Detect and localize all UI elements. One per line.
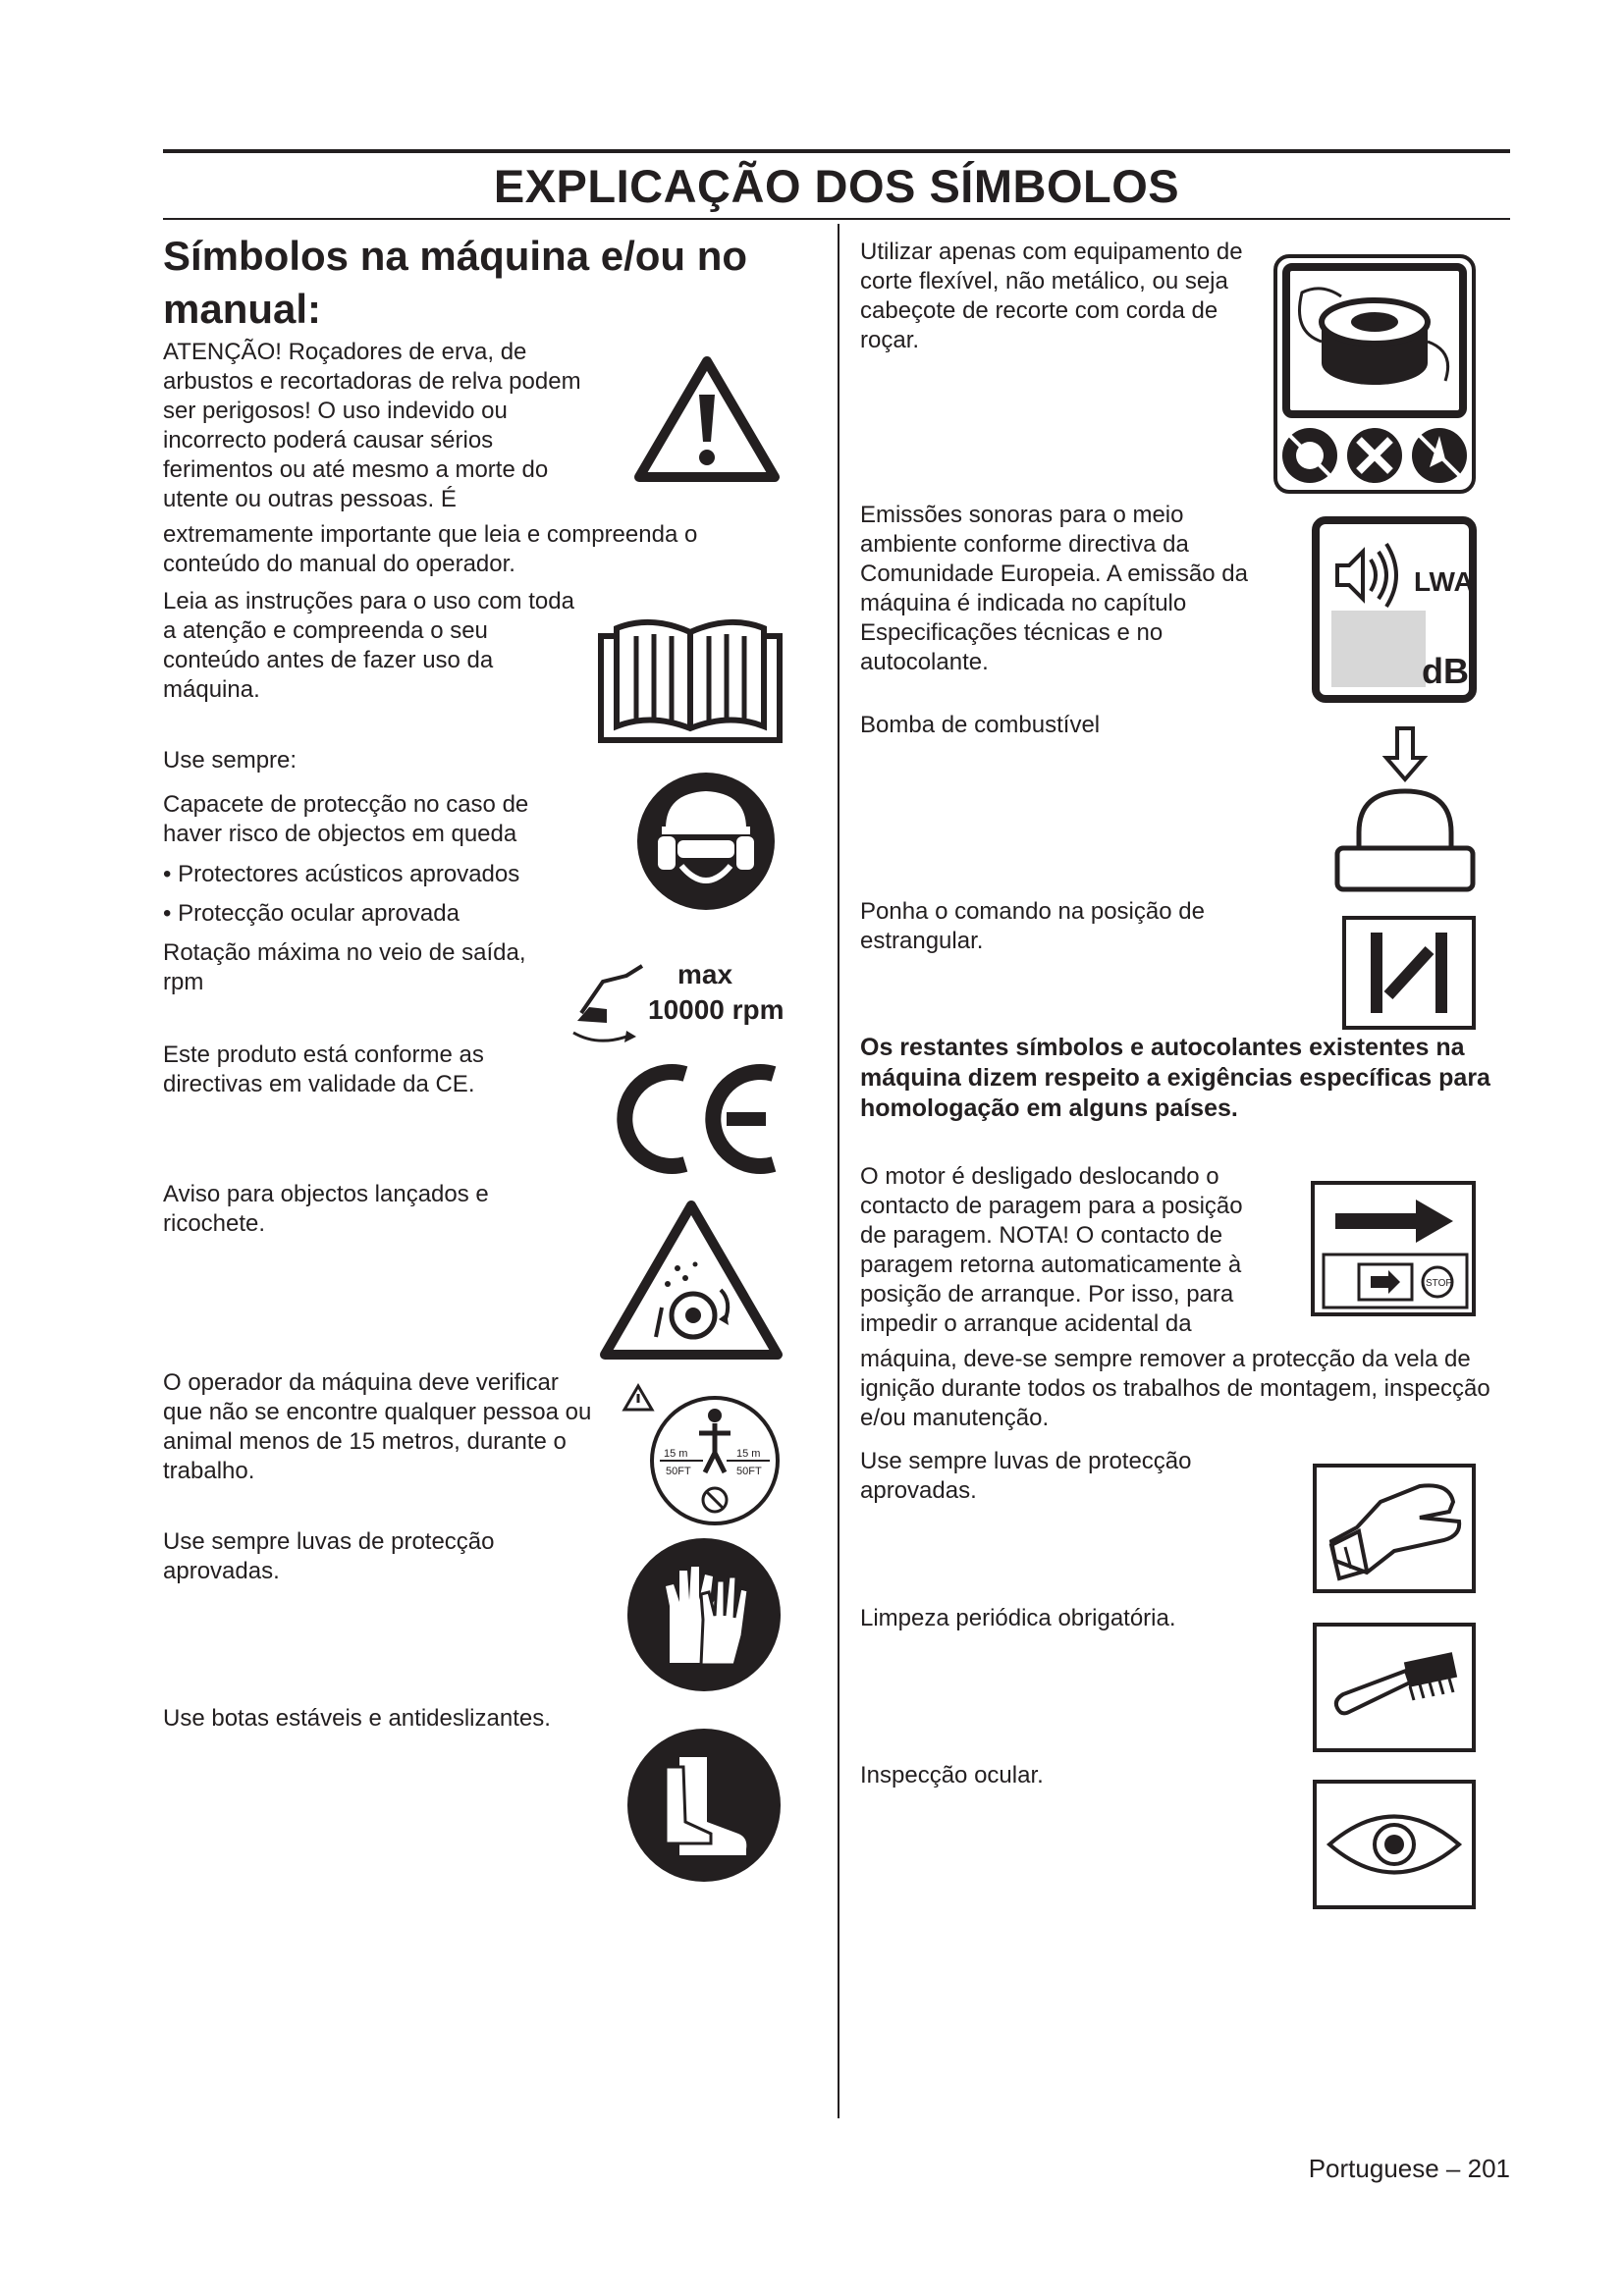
page-title: EXPLICAÇÃO DOS SÍMBOLOS — [493, 160, 1180, 212]
eye-inspection-icon — [1312, 1779, 1477, 1910]
boots-text: Use botas estáveis e antideslizantes. — [163, 1705, 551, 1732]
top-rule — [163, 149, 1510, 153]
stop-switch-text: O motor é desligado deslocando o contacto de paragem para a posição de paragem. NOTA! O contacto de paragem retorna automaticamente à posição de arranque. Por isso, para impedir o arranque acidental da — [860, 1163, 1243, 1337]
eye-protection-text: • Protecção ocular aprovada — [163, 900, 460, 927]
noise-emission-text: Emissões sonoras para o meio ambiente conforme directiva da Comunidade Europeia. A emissão da máquina é indicada no capítulo Especificações técnicas e no autocolante. — [860, 502, 1248, 675]
warning-text-cont: extremamente importante que leia e compreenda o conteúdo do manual do operador. — [163, 521, 698, 577]
stop-icon-label: STOP — [1426, 1278, 1453, 1289]
warning-triangle-icon — [633, 355, 781, 483]
page-footer: Portuguese – 201 — [1308, 2154, 1510, 2183]
ce-mark-icon — [617, 1060, 784, 1178]
glove-icon — [1312, 1463, 1477, 1594]
manual-text: Leia as instruções para o uso com toda a atenção e compreenda o seu conteúdo antes de fazer uso da máquina. — [163, 588, 574, 703]
other-symbols-text: Os restantes símbolos e autocolantes existentes na máquina dizem respeito a exigências específicas para homologação em alguns países. — [860, 1034, 1490, 1122]
distance-icon-ft-right: 50FT — [736, 1466, 762, 1477]
rpm-icon-max: max — [677, 959, 733, 989]
gloves-text: Use sempre luvas de protecção aprovadas. — [163, 1528, 495, 1584]
safety-distance-text: O operador da máquina deve verificar que não se encontre qualquer pessoa ou animal menos de 15 metros, durante o trabalho. — [163, 1369, 592, 1484]
helmet-ear-eye-protection-icon — [636, 772, 776, 911]
open-book-icon — [597, 607, 784, 744]
title-rule — [163, 218, 1510, 220]
boots-icon — [626, 1728, 782, 1883]
thrown-objects-text: Aviso para objectos lançados e ricochete. — [163, 1181, 489, 1237]
brush-icon — [1312, 1622, 1477, 1753]
safety-distance-icon — [621, 1382, 784, 1529]
choke-text: Ponha o comando na posição de estrangular. — [860, 898, 1205, 954]
distance-icon-ft-left: 50FT — [666, 1466, 691, 1477]
fuel-pump-primer-icon — [1331, 724, 1479, 897]
max-rpm-icon — [568, 952, 785, 1050]
cleaning-text: Limpeza periódica obrigatória. — [860, 1605, 1176, 1631]
trimmer-head-text: Utilizar apenas com equipamento de corte flexível, não metálico, ou seja cabeçote de recorte com corda de roçar. — [860, 239, 1243, 353]
helmet-text: Capacete de protecção no caso de haver risco de objectos em queda — [163, 791, 529, 847]
column-divider — [838, 224, 839, 2118]
distance-icon-m-left: 15 m — [664, 1448, 688, 1460]
stop-switch-icon — [1310, 1180, 1477, 1317]
rpm-text: Rotação máxima no veio de saída, rpm — [163, 939, 526, 995]
warning-text: ATENÇÃO! Roçadores de erva, de arbustos e recortadoras de relva podem ser perigosos! O uso indevido ou incorrecto poderá causar sérios ferimentos ou até mesmo a morte do utente ou outras pessoas. É — [163, 339, 581, 512]
trimmer-head-icon — [1272, 253, 1477, 495]
fuel-pump-text: Bomba de combustível — [860, 712, 1101, 738]
ear-protection-text: • Protectores acústicos aprovados — [163, 861, 520, 887]
noise-icon-lwa: LWA — [1414, 566, 1474, 597]
noise-icon-db: dB — [1422, 651, 1469, 691]
thrown-objects-warning-icon — [599, 1200, 784, 1361]
stop-switch-text-cont: máquina, deve-se sempre remover a protecção da vela de ignição durante todos os trabalhos de montagem, inspecção e/ou manutenção. — [860, 1346, 1490, 1431]
use-always-label: Use sempre: — [163, 747, 298, 774]
ce-text: Este produto está conforme as directivas em validade da CE. — [163, 1041, 484, 1097]
choke-icon — [1341, 915, 1477, 1031]
rpm-icon-value: 10000 rpm — [648, 994, 785, 1025]
noise-emission-icon — [1312, 516, 1477, 703]
gloves-icon — [626, 1537, 782, 1692]
section-heading: Símbolos na máquina e/ou no manual: — [163, 233, 748, 332]
gloves-right-text: Use sempre luvas de protecção aprovadas. — [860, 1448, 1192, 1504]
inspection-text: Inspecção ocular. — [860, 1762, 1044, 1789]
distance-icon-m-right: 15 m — [736, 1448, 761, 1460]
